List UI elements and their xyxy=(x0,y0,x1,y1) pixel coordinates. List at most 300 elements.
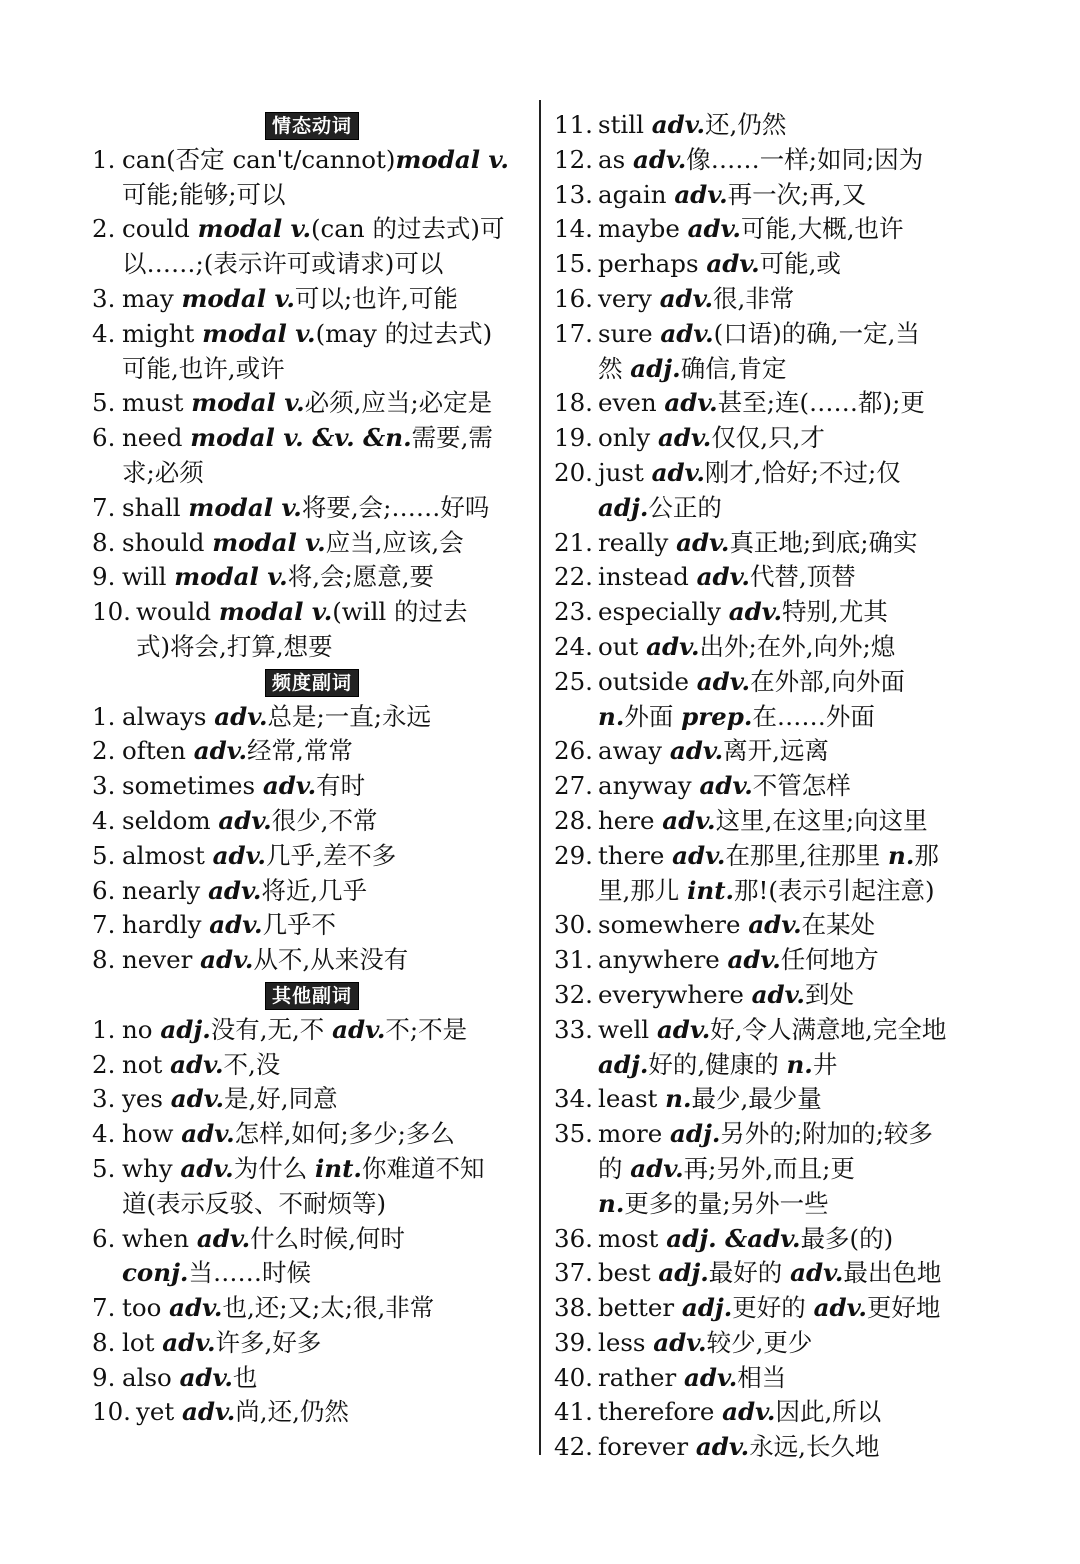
entry-text: rather xyxy=(598,1362,684,1392)
entry-line xyxy=(122,734,532,769)
entry-line xyxy=(598,1361,994,1396)
part-of-speech: adv. xyxy=(669,736,724,766)
entry-line xyxy=(122,1117,532,1152)
entry-number: 2. xyxy=(92,736,116,766)
entry-text: less xyxy=(598,1327,654,1357)
entry-text: 你难道不知 xyxy=(361,1153,485,1183)
entry-line xyxy=(598,1256,994,1291)
entry-text: 为什么 xyxy=(233,1153,315,1183)
entry-line xyxy=(598,386,994,421)
part-of-speech: adv. xyxy=(200,945,254,975)
entry-line xyxy=(598,1222,994,1257)
entry-text: still xyxy=(598,110,652,139)
part-of-speech: adv. xyxy=(651,110,706,139)
entry-text: out xyxy=(598,631,647,661)
entry-line xyxy=(598,1117,994,1152)
entry-text: yes xyxy=(122,1084,171,1114)
entry-text: perhaps xyxy=(598,249,707,279)
part-of-speech: adj. xyxy=(630,353,681,383)
entry-text: 像……一样;如同;因为 xyxy=(686,144,924,174)
vocab-entry xyxy=(92,526,532,561)
entry-text: 不管怎样 xyxy=(752,771,851,801)
entry-line xyxy=(122,1222,532,1257)
entry-text: should xyxy=(122,527,213,557)
entry-text: 可能,或 xyxy=(759,249,841,279)
entry-number: 22. xyxy=(554,562,593,592)
entry-line xyxy=(136,595,532,630)
entry-line xyxy=(598,700,994,735)
entry-text: only xyxy=(598,423,658,453)
part-of-speech: modal v. xyxy=(174,562,288,592)
entry-text: somewhere xyxy=(598,910,749,940)
vocab-entry xyxy=(554,456,994,526)
entry-number: 4. xyxy=(92,805,116,835)
entry-number: 35. xyxy=(554,1119,593,1149)
vocab-entry xyxy=(554,1326,994,1361)
vocab-entry xyxy=(92,1013,532,1048)
entry-text: 经常,常常 xyxy=(247,736,353,766)
entry-text: 更好地 xyxy=(866,1293,941,1323)
entry-text: might xyxy=(122,318,203,348)
vocab-entry xyxy=(92,212,532,282)
entry-text: 因此,所以 xyxy=(775,1397,882,1427)
entry-text: least xyxy=(598,1084,666,1114)
vocab-entry xyxy=(92,908,532,943)
vocab-entry xyxy=(554,143,994,178)
entry-line xyxy=(598,108,994,143)
entry-text: 需要,需 xyxy=(411,423,493,453)
entry-line xyxy=(598,526,994,561)
entry-text: 应当,应该,会 xyxy=(325,527,464,557)
entry-line xyxy=(598,1013,994,1048)
entry-number: 12. xyxy=(554,144,593,174)
entry-text: 也 xyxy=(232,1362,258,1392)
vocab-entry xyxy=(92,1395,532,1430)
entry-text: 求;必须 xyxy=(122,457,204,487)
entry-number: 3. xyxy=(92,1084,116,1114)
entry-text: seldom xyxy=(122,805,219,835)
entry-text: 较少,更少 xyxy=(706,1327,813,1357)
entry-text: 也,还;又;太;很,非常 xyxy=(222,1293,435,1323)
entry-number: 41. xyxy=(554,1397,593,1427)
vocab-entry xyxy=(92,1082,532,1117)
vocab-entry xyxy=(92,1048,532,1083)
vocab-entry xyxy=(92,874,532,909)
entry-line xyxy=(122,700,532,735)
vocab-entry xyxy=(92,595,532,665)
other-adverbs-heading-row xyxy=(92,978,532,1013)
entry-number: 27. xyxy=(554,771,593,801)
entry-number: 7. xyxy=(92,492,116,522)
entry-line xyxy=(598,560,994,595)
vocab-entry xyxy=(554,560,994,595)
entry-text: 怎样,如何;多少;多么 xyxy=(234,1119,455,1149)
entry-line xyxy=(122,1187,532,1222)
part-of-speech: adv. xyxy=(170,1084,225,1114)
entry-line xyxy=(598,804,994,839)
entry-line xyxy=(122,526,532,561)
vocab-entry xyxy=(554,943,994,978)
vocab-entry xyxy=(554,386,994,421)
vocab-entry xyxy=(92,1291,532,1326)
entry-text: 更好的 xyxy=(732,1293,814,1323)
part-of-speech: conj. xyxy=(122,1258,189,1288)
part-of-speech: modal v. xyxy=(191,388,305,418)
entry-text: 几乎不 xyxy=(262,910,337,940)
entry-text: (口语)的确,一定,当 xyxy=(713,318,920,348)
entry-line xyxy=(598,978,994,1013)
part-of-speech: adv. xyxy=(180,1153,234,1183)
entry-text: 必须,应当;必定是 xyxy=(304,388,493,418)
entry-line xyxy=(598,1152,994,1187)
entry-text: not xyxy=(122,1049,171,1079)
entry-line xyxy=(122,1152,532,1187)
entry-number: 18. xyxy=(554,388,593,418)
modal-verbs-heading: 情态动词 xyxy=(265,112,359,140)
entry-text: 出外;在外,向外;熄 xyxy=(699,631,896,661)
entry-line xyxy=(598,769,994,804)
entry-line xyxy=(122,491,532,526)
entry-text: 在……外面 xyxy=(752,701,875,731)
entry-line xyxy=(122,943,532,978)
entry-number: 39. xyxy=(554,1327,593,1357)
entry-text: maybe xyxy=(598,214,688,244)
part-of-speech: modal v. &v. &n. xyxy=(190,423,412,453)
entry-line xyxy=(122,317,532,352)
entry-text: 好,令人满意地,完全地 xyxy=(710,1014,947,1044)
entry-number: 5. xyxy=(92,840,116,870)
vocab-entry xyxy=(554,978,994,1013)
entry-line xyxy=(122,908,532,943)
entry-number: 16. xyxy=(554,283,593,313)
part-of-speech: n. xyxy=(598,701,625,731)
entry-text: 道(表示反驳、不耐烦等) xyxy=(122,1188,387,1218)
part-of-speech: adv. xyxy=(630,1153,684,1183)
entry-text: would xyxy=(136,597,219,627)
entry-text: anywhere xyxy=(598,945,728,975)
entry-number: 7. xyxy=(92,1293,116,1323)
entry-text: no xyxy=(122,1014,161,1044)
vocab-entry xyxy=(554,212,994,247)
entry-number: 29. xyxy=(554,840,593,870)
entry-number: 1. xyxy=(92,1014,116,1044)
vocab-entry xyxy=(92,143,532,213)
entry-line xyxy=(598,665,994,700)
column-divider xyxy=(539,100,541,1455)
vocab-entry xyxy=(92,1326,532,1361)
vocab-entry xyxy=(554,108,994,143)
entry-line xyxy=(598,1291,994,1326)
entry-text: (can 的过去式)可 xyxy=(310,214,505,244)
entry-number: 2. xyxy=(92,1049,116,1079)
entry-number: 5. xyxy=(92,388,116,418)
vocab-entry xyxy=(92,421,532,491)
entry-number: 1. xyxy=(92,144,116,174)
entry-line xyxy=(136,1395,532,1430)
part-of-speech: adj. xyxy=(598,1049,649,1079)
entry-line xyxy=(122,1326,532,1361)
entry-text: as xyxy=(598,144,633,174)
entry-text: 仅仅,只,才 xyxy=(711,423,825,453)
entry-text: (may 的过去式) xyxy=(315,318,493,348)
right-column xyxy=(554,108,994,1465)
entry-number: 8. xyxy=(92,527,116,557)
part-of-speech: adv. xyxy=(664,388,718,418)
part-of-speech: int. xyxy=(687,875,735,905)
vocab-entry xyxy=(92,943,532,978)
entry-line xyxy=(598,352,994,387)
entry-text: why xyxy=(122,1153,181,1183)
entry-text: even xyxy=(598,388,665,418)
entry-text: 更多的量;另外一些 xyxy=(624,1188,829,1218)
entry-line xyxy=(136,630,532,665)
entry-text: best xyxy=(598,1258,659,1288)
entry-line xyxy=(122,178,532,213)
vocab-entry xyxy=(92,560,532,595)
part-of-speech: adv. xyxy=(653,1327,707,1357)
entry-text: just xyxy=(598,457,652,487)
entry-line xyxy=(122,456,532,491)
vocab-entry xyxy=(92,491,532,526)
part-of-speech: adj. xyxy=(598,492,649,522)
entry-number: 23. xyxy=(554,597,593,627)
part-of-speech: adj. xyxy=(658,1258,709,1288)
entry-text: 刚才,恰好;不过;仅 xyxy=(704,457,901,487)
part-of-speech: modal v. xyxy=(181,283,295,313)
part-of-speech: adv. xyxy=(651,457,705,487)
entry-text: forever xyxy=(598,1432,696,1462)
entry-text: most xyxy=(598,1223,667,1253)
left-column xyxy=(92,108,532,1430)
entry-text: 将近,几乎 xyxy=(261,875,368,905)
entry-number: 10. xyxy=(92,1397,131,1427)
entry-line xyxy=(122,1048,532,1083)
entry-text: 是,好,同意 xyxy=(224,1084,338,1114)
entry-number: 15. xyxy=(554,249,593,279)
part-of-speech: adv. xyxy=(696,666,751,696)
entry-line xyxy=(598,1048,994,1083)
entry-number: 20. xyxy=(554,457,593,487)
entry-text: lot xyxy=(122,1327,163,1357)
frequency-adverbs-heading-row xyxy=(92,665,532,700)
entry-number: 17. xyxy=(554,318,593,348)
entry-line xyxy=(598,421,994,456)
vocab-entry xyxy=(554,630,994,665)
entry-text: 许多,好多 xyxy=(215,1327,322,1357)
entry-text: 没有,无,不 xyxy=(210,1014,333,1044)
entry-number: 8. xyxy=(92,945,116,975)
vocab-entry xyxy=(554,804,994,839)
vocab-entry xyxy=(554,1395,994,1430)
entry-text: 最多(的) xyxy=(800,1223,894,1253)
part-of-speech: adv. xyxy=(695,1432,750,1462)
entry-number: 9. xyxy=(92,562,116,592)
entry-number: 34. xyxy=(554,1084,593,1114)
part-of-speech: adv. xyxy=(170,1049,224,1079)
entry-text: 将,会;愿意,要 xyxy=(287,562,435,592)
vocab-entry xyxy=(554,317,994,387)
entry-text: very xyxy=(598,283,660,313)
entry-number: 26. xyxy=(554,736,593,766)
entry-number: 4. xyxy=(92,1119,116,1149)
entry-line xyxy=(122,352,532,387)
vocab-entry xyxy=(92,386,532,421)
entry-text: anyway xyxy=(598,771,700,801)
entry-text: will xyxy=(122,562,175,592)
entry-line xyxy=(598,1082,994,1117)
entry-number: 24. xyxy=(554,631,593,661)
entry-number: 21. xyxy=(554,527,593,557)
part-of-speech: adv. xyxy=(706,249,760,279)
part-of-speech: adv. xyxy=(208,875,262,905)
entry-line xyxy=(598,317,994,352)
vocab-entry xyxy=(554,247,994,282)
part-of-speech: adv. xyxy=(696,562,750,592)
entry-text: 公正的 xyxy=(648,492,722,522)
entry-number: 4. xyxy=(92,318,116,348)
part-of-speech: modal v. xyxy=(212,527,326,557)
vocab-entry xyxy=(92,734,532,769)
vocab-entry xyxy=(92,1361,532,1396)
entry-text: 尚,还,仍然 xyxy=(235,1397,349,1427)
entry-line xyxy=(122,1013,532,1048)
entry-number: 13. xyxy=(554,179,593,209)
entry-text: never xyxy=(122,945,201,975)
entry-text: everywhere xyxy=(598,979,752,1009)
entry-text: outside xyxy=(598,666,697,696)
vocab-entry xyxy=(92,282,532,317)
entry-text: 不;不是 xyxy=(385,1014,468,1044)
part-of-speech: adv. xyxy=(727,945,781,975)
part-of-speech: adv. xyxy=(813,1293,867,1323)
vocab-entry xyxy=(554,908,994,943)
vocab-entry xyxy=(92,700,532,735)
entry-line xyxy=(122,804,532,839)
entry-text: 可能,大概,也许 xyxy=(740,214,904,244)
entry-line xyxy=(122,769,532,804)
entry-text: must xyxy=(122,388,192,418)
entry-text: yet xyxy=(136,1397,182,1427)
entry-text: 不,没 xyxy=(223,1049,281,1079)
part-of-speech: adv. xyxy=(751,979,805,1009)
entry-number: 25. xyxy=(554,666,593,696)
entry-text: away xyxy=(598,736,670,766)
entry-text: 最少,最少量 xyxy=(691,1084,822,1114)
part-of-speech: modal v. xyxy=(197,214,311,244)
vocab-entry xyxy=(92,1152,532,1222)
entry-number: 32. xyxy=(554,979,593,1009)
entry-number: 33. xyxy=(554,1014,593,1044)
entry-number: 2. xyxy=(92,214,116,244)
entry-number: 6. xyxy=(92,875,116,905)
entry-text: how xyxy=(122,1119,182,1149)
vocab-entry xyxy=(554,734,994,769)
part-of-speech: adv. xyxy=(662,805,716,835)
part-of-speech: adv. xyxy=(683,1362,738,1392)
entry-text: 相当 xyxy=(737,1362,787,1392)
vocab-entry xyxy=(554,1082,994,1117)
part-of-speech: prep. xyxy=(681,701,753,731)
part-of-speech: adv. xyxy=(262,771,317,801)
entry-text: 再;另外,而且;更 xyxy=(683,1153,855,1183)
part-of-speech: adv. xyxy=(179,1362,233,1392)
entry-line xyxy=(122,1361,532,1396)
vocab-entry xyxy=(554,665,994,735)
entry-number: 6. xyxy=(92,423,116,453)
part-of-speech: adv. xyxy=(658,423,712,453)
part-of-speech: adv. xyxy=(632,144,687,174)
entry-text: 从不,从来没有 xyxy=(253,945,409,975)
part-of-speech: adv. xyxy=(169,1293,223,1323)
vocab-entry xyxy=(554,178,994,213)
other-adverbs-heading: 其他副词 xyxy=(265,982,359,1010)
entry-text: 好的,健康的 xyxy=(648,1049,787,1079)
vocab-entry xyxy=(554,1291,994,1326)
vocab-entry xyxy=(554,595,994,630)
entry-text: 甚至;连(……都);更 xyxy=(717,388,925,418)
entry-text: 这里,在这里;向这里 xyxy=(715,805,928,835)
entry-text: more xyxy=(598,1119,670,1149)
entry-line xyxy=(122,1082,532,1117)
entry-number: 6. xyxy=(92,1223,116,1253)
part-of-speech: adv. xyxy=(196,1223,251,1253)
part-of-speech: adj. xyxy=(160,1014,211,1044)
entry-number: 42. xyxy=(554,1432,593,1462)
vocab-entry xyxy=(554,1117,994,1221)
part-of-speech: adv. xyxy=(748,910,802,940)
part-of-speech: adv. xyxy=(209,910,263,940)
entry-line xyxy=(598,839,994,874)
entry-number: 11. xyxy=(554,110,593,139)
entry-text: 任何地方 xyxy=(780,945,879,975)
entry-text: 代替,顶替 xyxy=(749,562,856,592)
entry-text: 有时 xyxy=(316,771,366,801)
entry-line xyxy=(598,734,994,769)
entry-text: hardly xyxy=(122,910,210,940)
entry-text: 最出色地 xyxy=(843,1258,942,1288)
entry-line xyxy=(598,908,994,943)
entry-line xyxy=(598,143,994,178)
part-of-speech: adv. xyxy=(212,840,266,870)
part-of-speech: adv. xyxy=(193,736,248,766)
part-of-speech: modal v. xyxy=(188,492,302,522)
part-of-speech: adv. xyxy=(790,1258,844,1288)
entry-number: 5. xyxy=(92,1153,116,1183)
entry-number: 9. xyxy=(92,1362,116,1392)
vocab-entry xyxy=(92,839,532,874)
entry-text: especially xyxy=(598,597,729,627)
entry-line xyxy=(598,1430,994,1465)
entry-line xyxy=(122,386,532,421)
entry-text: 永远,长久地 xyxy=(749,1432,880,1462)
entry-text: 确信,肯定 xyxy=(680,353,787,383)
entry-text: always xyxy=(122,701,215,731)
entry-text: really xyxy=(598,527,677,557)
entry-text: 离开,远离 xyxy=(723,736,829,766)
vocab-entry xyxy=(554,1013,994,1083)
entry-text: 外面 xyxy=(624,701,682,731)
part-of-speech: adv. xyxy=(674,179,728,209)
part-of-speech: adv. xyxy=(181,1119,235,1149)
entry-line xyxy=(122,212,532,247)
part-of-speech: adv. xyxy=(699,771,753,801)
vocab-entry xyxy=(554,1361,994,1396)
entry-text: (will 的过去 xyxy=(332,597,468,627)
vocab-entry xyxy=(554,1222,994,1257)
entry-text: there xyxy=(598,840,673,870)
part-of-speech: adv. xyxy=(672,840,726,870)
entry-text: 可能;能够;可以 xyxy=(122,179,286,209)
